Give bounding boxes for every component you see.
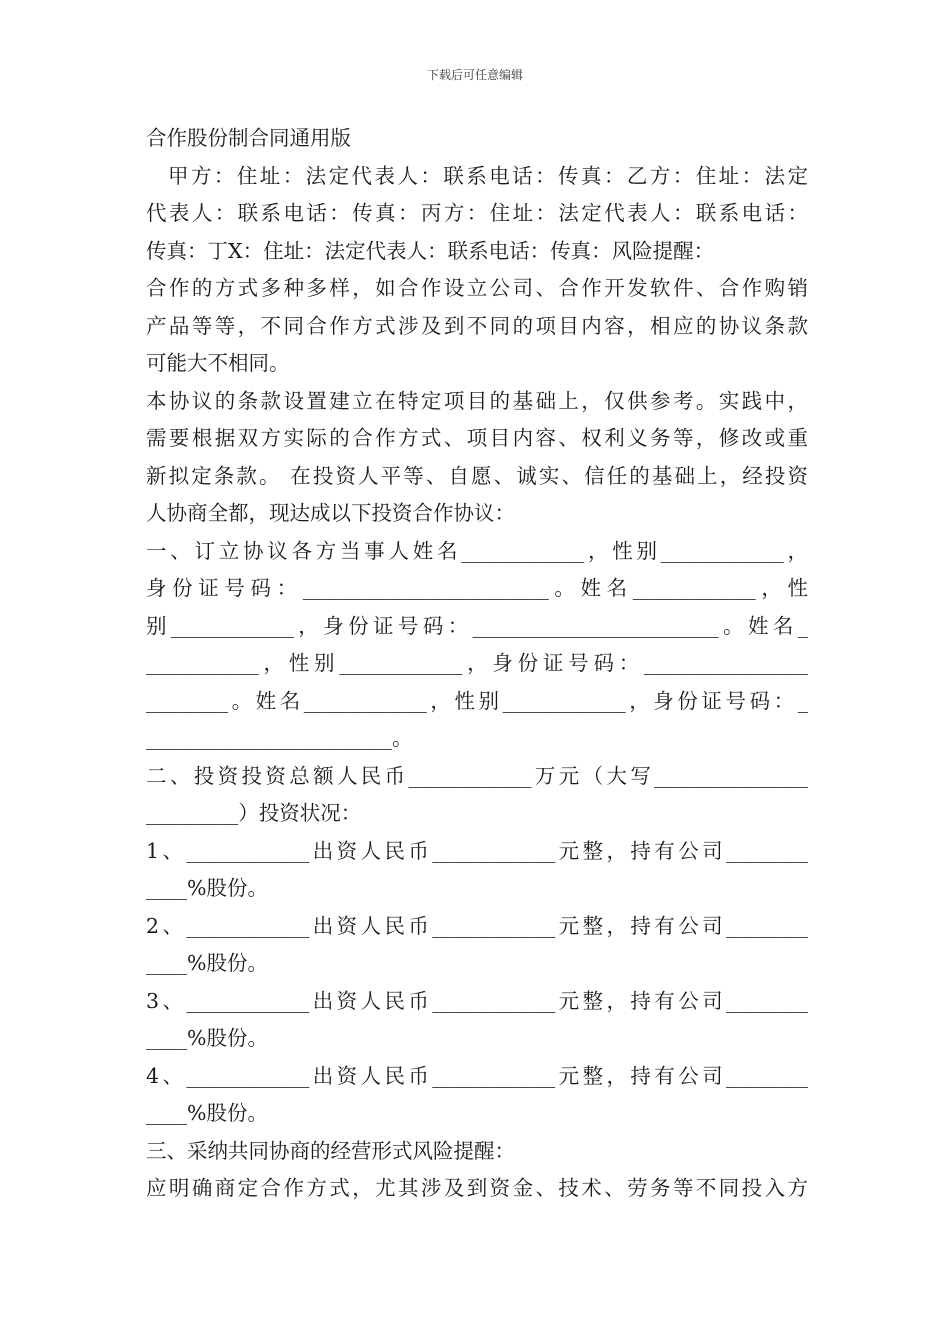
document-title: 合作股份制合同通用版 bbox=[146, 126, 351, 150]
document-line: _________）投资状况： bbox=[146, 801, 362, 825]
document-line: ___________，性别____________，身份证号码：________________ bbox=[146, 651, 808, 675]
document-line: ____%股份。 bbox=[146, 876, 268, 900]
document-line: ________。姓名____________，性别____________，身份证号码：_ bbox=[146, 688, 808, 713]
document-body bbox=[146, 120, 808, 1208]
document-line: 三、采纳共同协商的经营形式风险提醒： bbox=[146, 1138, 515, 1163]
document-line: 传真：丁X：住址：法定代表人：联系电话：传真：风险提醒： bbox=[146, 238, 715, 263]
document-line: ____%股份。 bbox=[146, 1026, 268, 1050]
document-line: 本协议的条款设置建立在特定项目的基础上，仅供参考。实践中， bbox=[146, 388, 808, 413]
document-line: 可能大不相同。 bbox=[146, 351, 290, 375]
document-line: 代表人：联系电话：传真：丙方：住址：法定代表人：联系电话： bbox=[146, 201, 808, 225]
document-line: 3、____________出资人民币____________元整，持有公司________ bbox=[146, 988, 808, 1013]
document-line: 二、投资投资总额人民币____________万元（大写_______________ bbox=[146, 763, 808, 788]
document-line: 2、____________出资人民币____________元整，持有公司________ bbox=[146, 913, 808, 938]
document-line: 一、订立协议各方当事人姓名____________，性别____________， bbox=[146, 538, 808, 563]
document-line: ________________________。 bbox=[146, 726, 413, 750]
document-line: 甲方：住址：法定代表人：联系电话：传真：乙方：住址：法定 bbox=[168, 163, 808, 188]
document-line: 新拟定条款。 在投资人平等、自愿、诚实、信任的基础上，经投资 bbox=[146, 463, 808, 488]
header-note: 下载后可任意编辑 bbox=[426, 68, 523, 82]
document-line: ____%股份。 bbox=[146, 1101, 268, 1125]
document-line: 应明确商定合作方式，尤其涉及到资金、技术、劳务等不同投入方 bbox=[146, 1176, 808, 1200]
document-line: 别____________，身份证号码：________________________。姓名_ bbox=[146, 613, 808, 638]
document-line: 4、____________出资人民币____________元整，持有公司________ bbox=[146, 1063, 808, 1088]
document-line: 合作的方式多种多样，如合作设立公司、合作开发软件、合作购销 bbox=[146, 276, 808, 300]
document-line: 身份证号码：________________________。姓名____________，性 bbox=[146, 576, 808, 600]
document-line: 1、____________出资人民币____________元整，持有公司________ bbox=[146, 838, 808, 863]
document-line: 人协商全都，现达成以下投资合作协议： bbox=[146, 501, 515, 525]
document-line: 产品等等，不同合作方式涉及到不同的项目内容，相应的协议条款 bbox=[146, 313, 808, 338]
document-line: 需要根据双方实际的合作方式、项目内容、权利义务等，修改或重 bbox=[146, 426, 808, 450]
document-line: ____%股份。 bbox=[146, 951, 268, 975]
